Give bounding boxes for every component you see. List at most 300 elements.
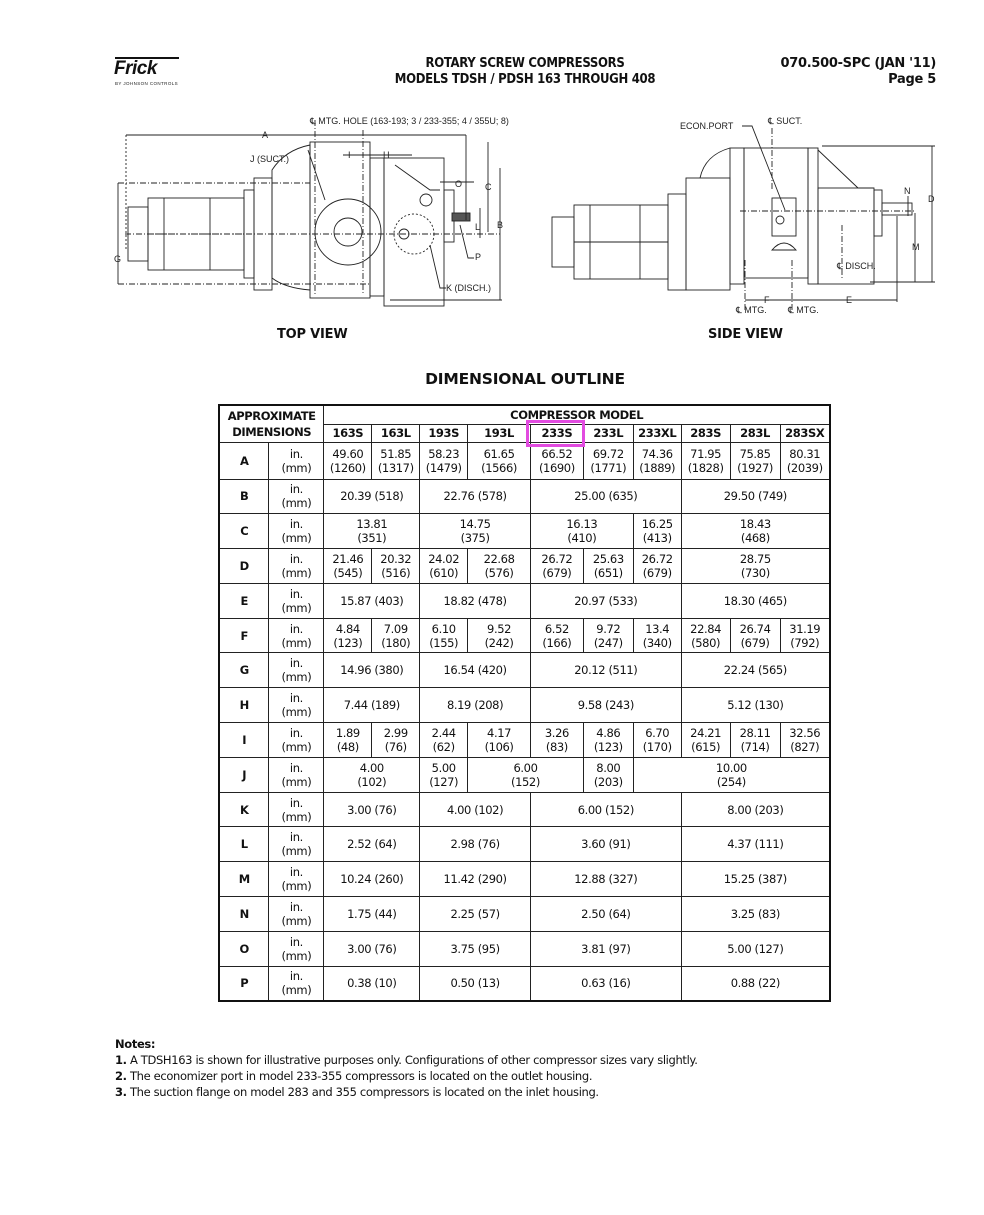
value-in: 13.81	[356, 517, 388, 532]
dimension-value-cell	[681, 514, 830, 549]
callout-b: B	[497, 220, 504, 230]
model-header-163s: 163S	[324, 424, 372, 442]
value-in: 29.50	[723, 489, 755, 504]
dimension-value-cell	[681, 827, 830, 862]
dimension-letter: I	[219, 723, 269, 758]
value-mm: (170)	[642, 739, 672, 754]
table-row-h	[219, 688, 830, 723]
value-in: 18.82	[443, 593, 475, 608]
dimension-value-cell	[420, 442, 468, 479]
model-header-233s: 233S	[530, 424, 583, 442]
corner-line-1: APPROXIMATE	[227, 408, 316, 423]
note-text: The suction flange on model 283 and 355 compressors is located on the inlet housing.	[129, 1085, 599, 1099]
callout-i: I	[348, 150, 351, 160]
value-mm: (111)	[754, 837, 784, 852]
dimension-value-cell	[530, 442, 583, 479]
value-mm: (615)	[691, 739, 721, 754]
value-in: 4.00	[446, 802, 471, 817]
value-in: 51.85	[380, 446, 412, 461]
value-mm: (380)	[374, 663, 404, 678]
value-in: 7.09	[383, 621, 408, 636]
dimension-letter: J	[219, 757, 269, 792]
model-header-233l: 233L	[583, 424, 633, 442]
top-view-label: TOP VIEW	[277, 327, 348, 342]
dimension-value-cell	[324, 827, 420, 862]
unit-label	[269, 862, 324, 897]
dimension-value-cell	[468, 442, 531, 479]
value-mm: (749)	[757, 489, 787, 504]
value-in: 4.86	[596, 725, 621, 740]
dimension-value-cell	[633, 442, 681, 479]
dimension-letter: H	[219, 688, 269, 723]
dimension-value-cell	[730, 723, 780, 758]
document-reference	[780, 56, 936, 88]
value-in: 69.72	[592, 446, 624, 461]
value-in: 28.11	[739, 725, 771, 740]
value-mm: (127)	[754, 941, 784, 956]
value-in: 1.89	[335, 725, 360, 740]
value-in: 5.12	[727, 698, 752, 713]
value-in: 24.02	[428, 551, 460, 566]
dimension-value-cell	[420, 862, 531, 897]
dimension-value-cell	[681, 442, 730, 479]
unit-mm: (mm)	[281, 809, 312, 824]
value-in: 71.95	[690, 446, 722, 461]
value-mm: (1927)	[737, 460, 773, 475]
value-mm: (106)	[484, 739, 514, 754]
value-in: 58.23	[428, 446, 460, 461]
table-row-m	[219, 862, 830, 897]
unit-mm: (mm)	[281, 774, 312, 789]
value-mm: (565)	[757, 663, 787, 678]
value-in: 31.19	[789, 621, 821, 636]
dimension-value-cell	[530, 653, 681, 688]
value-mm: (13)	[477, 976, 500, 991]
value-in: 75.85	[739, 446, 771, 461]
value-mm: (180)	[381, 635, 411, 650]
dimension-value-cell	[530, 618, 583, 653]
dimension-value-cell	[681, 897, 830, 932]
value-mm: (511)	[608, 663, 638, 678]
dimension-value-cell	[420, 792, 531, 827]
value-in: 26.74	[739, 621, 771, 636]
value-mm: (62)	[432, 739, 455, 754]
value-mm: (679)	[542, 565, 572, 580]
dimension-value-cell	[468, 549, 531, 584]
value-in: 1.75	[347, 906, 372, 921]
value-mm: (730)	[740, 565, 770, 580]
dimension-value-cell	[780, 723, 830, 758]
unit-in: in.	[289, 830, 303, 845]
value-in: 6.00	[513, 760, 538, 775]
value-in: 26.72	[541, 551, 573, 566]
value-mm: (102)	[474, 802, 504, 817]
value-mm: (155)	[429, 635, 459, 650]
dimension-value-cell	[681, 479, 830, 514]
dimension-value-cell	[468, 618, 531, 653]
value-in: 0.38	[347, 976, 372, 991]
value-mm: (130)	[754, 698, 784, 713]
value-in: 8.00	[727, 802, 752, 817]
value-in: 8.00	[596, 760, 621, 775]
dimension-value-cell	[681, 688, 830, 723]
dimension-value-cell	[583, 549, 633, 584]
value-mm: (420)	[477, 663, 507, 678]
unit-in: in.	[289, 760, 303, 775]
value-mm: (580)	[691, 635, 721, 650]
value-mm: (340)	[642, 635, 672, 650]
value-in: 2.50	[581, 906, 606, 921]
unit-label	[269, 792, 324, 827]
value-in: 20.12	[574, 663, 606, 678]
value-mm: (516)	[381, 565, 411, 580]
top-view-drawing	[110, 110, 540, 320]
value-in: 25.00	[574, 489, 606, 504]
value-mm: (1566)	[481, 460, 517, 475]
dimension-value-cell	[681, 618, 730, 653]
value-in: 14.75	[459, 517, 491, 532]
dimension-value-cell	[681, 862, 830, 897]
value-in: 28.75	[739, 551, 771, 566]
value-mm: (64)	[608, 906, 631, 921]
value-in: 15.87	[340, 593, 372, 608]
dimension-value-cell	[780, 442, 830, 479]
value-in: 0.88	[730, 976, 755, 991]
value-in: 2.52	[347, 837, 372, 852]
value-mm: (247)	[593, 635, 623, 650]
value-in: 16.25	[641, 517, 673, 532]
callout-l: L	[475, 222, 481, 232]
value-mm: (208)	[474, 698, 504, 713]
value-in: 2.98	[450, 837, 475, 852]
value-mm: (651)	[593, 565, 623, 580]
dimension-value-cell	[324, 618, 372, 653]
unit-mm: (mm)	[281, 913, 312, 928]
unit-label	[269, 688, 324, 723]
unit-label	[269, 827, 324, 862]
dimension-value-cell	[420, 479, 531, 514]
document-title	[330, 56, 720, 88]
dimension-value-cell	[324, 757, 420, 792]
value-in: 18.43	[739, 517, 771, 532]
value-in: 14.96	[340, 663, 372, 678]
value-mm: (1479)	[425, 460, 462, 475]
value-mm: (48)	[336, 739, 359, 754]
value-in: 3.26	[544, 725, 569, 740]
unit-in: in.	[289, 865, 303, 880]
value-in: 7.44	[343, 698, 368, 713]
note-number: 3.	[115, 1085, 127, 1099]
value-in: 20.39	[340, 489, 372, 504]
unit-in: in.	[289, 691, 303, 706]
value-in: 49.60	[332, 446, 364, 461]
value-mm: (578)	[477, 489, 507, 504]
unit-mm: (mm)	[281, 635, 312, 650]
value-in: 21.46	[332, 551, 364, 566]
value-mm: (76)	[374, 802, 397, 817]
value-in: 4.84	[335, 621, 360, 636]
value-in: 3.60	[581, 837, 606, 852]
dimension-letter: A	[219, 442, 269, 479]
callout-econ-port: ECON.PORT	[680, 121, 734, 131]
dimension-value-cell	[324, 688, 420, 723]
value-mm: (64)	[374, 837, 397, 852]
dimension-value-cell	[633, 618, 681, 653]
unit-label	[269, 897, 324, 932]
value-mm: (254)	[716, 774, 746, 789]
note-item	[115, 1068, 698, 1084]
callout-disch: ℄ DISCH.	[837, 261, 876, 271]
unit-mm: (mm)	[281, 531, 312, 546]
dimension-value-cell	[530, 549, 583, 584]
value-in: 6.70	[645, 725, 670, 740]
value-in: 5.00	[431, 760, 456, 775]
table-row-b	[219, 479, 830, 514]
callout-e: E	[846, 295, 853, 305]
dimension-value-cell	[420, 618, 468, 653]
unit-mm: (mm)	[281, 705, 312, 720]
value-in: 20.97	[574, 593, 606, 608]
value-mm: (1260)	[329, 460, 366, 475]
dimension-letter: K	[219, 792, 269, 827]
dimension-value-cell	[420, 723, 468, 758]
dimension-value-cell	[583, 442, 633, 479]
value-in: 10.00	[715, 760, 747, 775]
unit-mm: (mm)	[281, 460, 312, 475]
dimensions-table	[218, 404, 831, 1002]
value-mm: (44)	[374, 906, 397, 921]
unit-in: in.	[289, 969, 303, 984]
value-in: 3.75	[450, 941, 475, 956]
unit-mm: (mm)	[281, 739, 312, 754]
value-in: 16.13	[566, 517, 598, 532]
value-mm: (413)	[642, 531, 672, 546]
page-number: Page 5	[888, 72, 936, 87]
unit-label	[269, 514, 324, 549]
dimension-letter: E	[219, 583, 269, 618]
unit-in: in.	[289, 795, 303, 810]
table-row-l	[219, 827, 830, 862]
dimension-value-cell	[530, 862, 681, 897]
unit-in: in.	[289, 517, 303, 532]
value-mm: (83)	[757, 906, 780, 921]
dimension-value-cell	[324, 931, 420, 966]
value-in: 10.24	[340, 872, 372, 887]
table-row-a	[219, 442, 830, 479]
value-in: 9.58	[577, 698, 602, 713]
table-row-c	[219, 514, 830, 549]
value-in: 4.37	[727, 837, 752, 852]
frick-logo	[112, 57, 184, 89]
value-in: 3.81	[581, 941, 606, 956]
dimension-letter: O	[219, 931, 269, 966]
logo-tagline: BY JOHNSON CONTROLS	[115, 81, 179, 86]
value-in: 66.52	[541, 446, 573, 461]
callout-mtg-2: ℄ MTG.	[788, 305, 819, 315]
value-mm: (76)	[477, 837, 500, 852]
callout-mtg-1: ℄ MTG.	[736, 305, 767, 315]
unit-mm: (mm)	[281, 565, 312, 580]
value-mm: (635)	[608, 489, 638, 504]
value-in: 2.99	[383, 725, 408, 740]
value-in: 6.10	[431, 621, 456, 636]
value-in: 26.72	[641, 551, 673, 566]
callout-k-disch: K (DISCH.)	[446, 283, 491, 293]
value-mm: (518)	[374, 489, 404, 504]
value-in: 6.00	[577, 802, 602, 817]
value-in: 2.44	[431, 725, 456, 740]
dimension-value-cell	[420, 897, 531, 932]
value-in: 9.52	[487, 621, 512, 636]
callout-o: O	[455, 179, 463, 189]
value-mm: (1889)	[639, 460, 676, 475]
unit-in: in.	[289, 899, 303, 914]
dimension-value-cell	[530, 583, 681, 618]
value-in: 16.54	[443, 663, 475, 678]
dimension-letter: L	[219, 827, 269, 862]
model-header-283s: 283S	[681, 424, 730, 442]
dimension-value-cell	[730, 618, 780, 653]
note-text: A TDSH163 is shown for illustrative purposes only. Configurations of other compressor sizes vary slightly.	[129, 1053, 698, 1067]
value-mm: (123)	[333, 635, 363, 650]
dimension-value-cell	[583, 723, 633, 758]
dimension-value-cell	[633, 757, 830, 792]
dimension-value-cell	[420, 514, 531, 549]
dimension-value-cell	[530, 966, 681, 1001]
dimension-value-cell	[324, 792, 420, 827]
dimension-value-cell	[420, 966, 531, 1001]
unit-in: in.	[289, 446, 303, 461]
value-in: 3.00	[347, 802, 372, 817]
value-mm: (1690)	[538, 460, 575, 475]
dimension-value-cell	[420, 583, 531, 618]
value-mm: (1317)	[377, 460, 414, 475]
unit-label	[269, 583, 324, 618]
value-mm: (610)	[429, 565, 459, 580]
value-mm: (102)	[357, 774, 387, 789]
table-row-o	[219, 931, 830, 966]
value-mm: (2039)	[786, 460, 823, 475]
value-in: 3.00	[347, 941, 372, 956]
value-mm: (22)	[757, 976, 780, 991]
dimension-value-cell	[633, 514, 681, 549]
dimension-value-cell	[730, 442, 780, 479]
notes-section	[115, 1036, 698, 1100]
callout-n: N	[904, 186, 911, 196]
unit-label	[269, 966, 324, 1001]
value-in: 6.52	[544, 621, 569, 636]
value-in: 0.50	[450, 976, 475, 991]
table-corner-header	[219, 405, 324, 442]
value-in: 74.36	[641, 446, 673, 461]
value-mm: (260)	[374, 872, 404, 887]
unit-in: in.	[289, 551, 303, 566]
dimension-value-cell	[420, 931, 531, 966]
table-row-j	[219, 757, 830, 792]
dimension-letter: B	[219, 479, 269, 514]
value-mm: (127)	[429, 774, 459, 789]
compressor-model-header: COMPRESSOR MODEL	[324, 405, 830, 424]
dimension-letter: G	[219, 653, 269, 688]
table-row-d	[219, 549, 830, 584]
dimension-value-cell	[324, 897, 420, 932]
callout-p: P	[475, 252, 482, 262]
unit-mm: (mm)	[281, 496, 312, 511]
value-mm: (16)	[608, 976, 631, 991]
value-mm: (166)	[542, 635, 572, 650]
value-in: 11.42	[443, 872, 475, 887]
value-mm: (410)	[567, 531, 597, 546]
dimension-value-cell	[681, 931, 830, 966]
table-row-f	[219, 618, 830, 653]
value-mm: (203)	[593, 774, 623, 789]
value-in: 61.65	[483, 446, 515, 461]
dimension-value-cell	[420, 827, 531, 862]
dimension-value-cell	[681, 792, 830, 827]
value-mm: (827)	[790, 739, 820, 754]
dimension-value-cell	[324, 966, 420, 1001]
unit-mm: (mm)	[281, 879, 312, 894]
unit-label	[269, 653, 324, 688]
dimension-value-cell	[530, 827, 681, 862]
value-mm: (97)	[608, 941, 631, 956]
value-mm: (545)	[333, 565, 363, 580]
dimension-value-cell	[530, 931, 681, 966]
table-row-i	[219, 723, 830, 758]
value-mm: (10)	[374, 976, 397, 991]
dimension-value-cell	[324, 479, 420, 514]
unit-label	[269, 757, 324, 792]
dimension-value-cell	[583, 618, 633, 653]
value-mm: (327)	[608, 872, 638, 887]
dimension-value-cell	[324, 442, 372, 479]
callout-a: A	[262, 130, 269, 140]
side-view-drawing	[540, 110, 950, 320]
value-in: 32.56	[789, 725, 821, 740]
side-view-label: SIDE VIEW	[708, 327, 783, 342]
dimension-value-cell	[468, 757, 584, 792]
value-in: 20.32	[380, 551, 412, 566]
note-text: The economizer port in model 233-355 compressors is located on the outlet housing.	[129, 1069, 593, 1083]
unit-label	[269, 479, 324, 514]
notes-list	[115, 1052, 698, 1100]
dimension-value-cell	[530, 792, 681, 827]
value-in: 22.84	[690, 621, 722, 636]
unit-label	[269, 618, 324, 653]
dimension-value-cell	[530, 688, 681, 723]
unit-in: in.	[289, 586, 303, 601]
dimension-value-cell	[530, 897, 681, 932]
value-in: 24.21	[690, 725, 722, 740]
dimension-value-cell	[780, 618, 830, 653]
value-mm: (1771)	[590, 460, 627, 475]
note-number: 2.	[115, 1069, 127, 1083]
value-mm: (242)	[484, 635, 514, 650]
dimension-value-cell	[468, 723, 531, 758]
value-in: 18.30	[723, 593, 755, 608]
dimension-value-cell	[420, 757, 468, 792]
callout-d: D	[928, 194, 935, 204]
table-row-e	[219, 583, 830, 618]
value-mm: (83)	[545, 739, 568, 754]
value-in: 5.00	[727, 941, 752, 956]
table-body	[219, 442, 830, 1001]
value-mm: (123)	[593, 739, 623, 754]
dimension-value-cell	[372, 442, 420, 479]
dimension-value-cell	[633, 549, 681, 584]
callout-j-suct: J (SUCT.)	[250, 154, 289, 164]
unit-mm: (mm)	[281, 983, 312, 998]
